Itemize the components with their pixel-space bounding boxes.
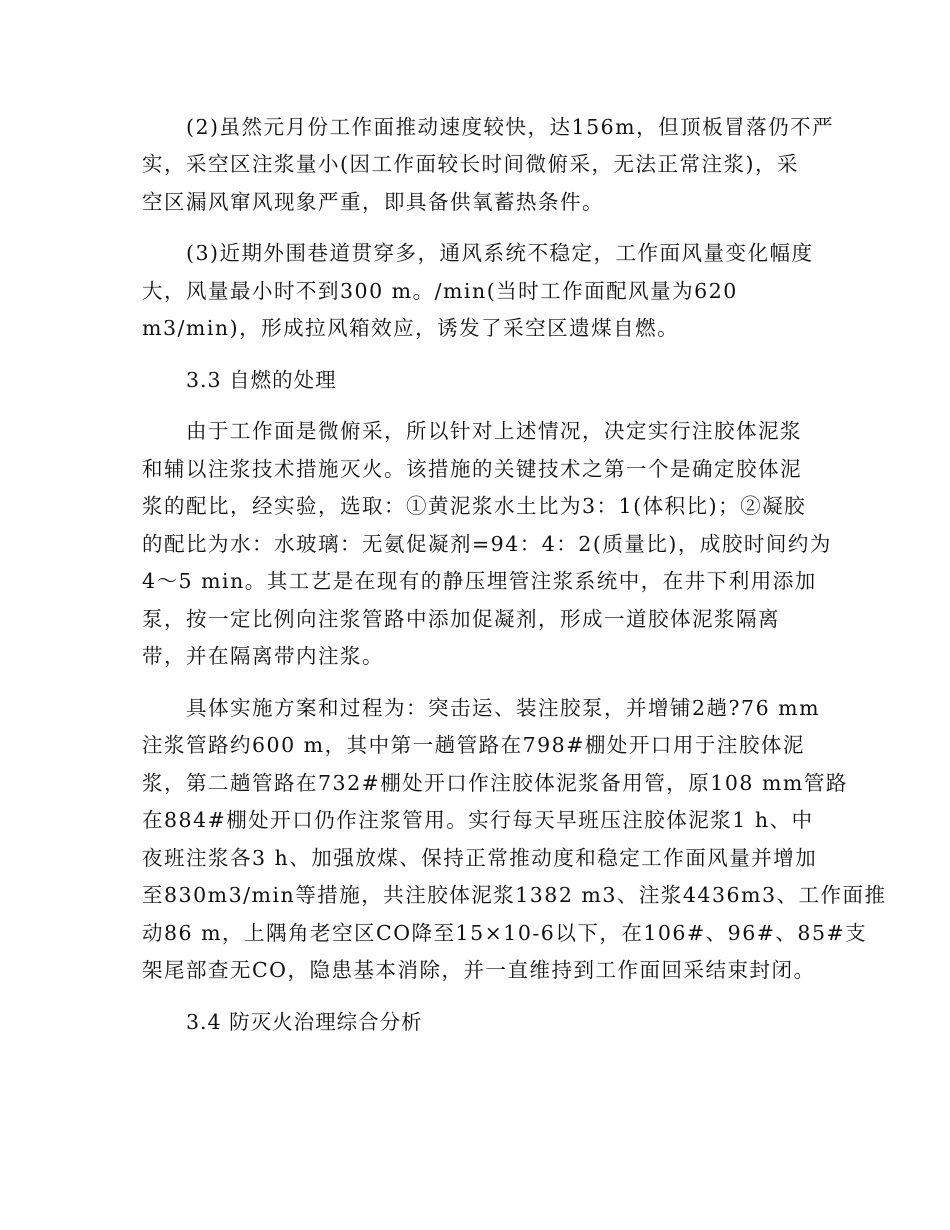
treatment-line-3: 浆的配比，经实验，选取：①黄泥浆水土比为3：1(体积比)；②凝胶 bbox=[142, 494, 807, 518]
section-heading-3-3: 3.3 自燃的处理 bbox=[186, 368, 337, 392]
implementation-line-3: 浆，第二趟管路在732#棚处开口作注胶体泥浆备用管，原108 mm管路 bbox=[142, 771, 848, 795]
implementation-line-5: 夜班注浆各3 h、加强放煤、保持正常推动度和稳定工作面风量并增加 bbox=[142, 846, 818, 870]
treatment-line-4: 的配比为水：水玻璃：无氨促凝剂=94：4：2(质量比)，成胶时间约为 bbox=[142, 532, 832, 556]
implementation-line-2: 注浆管路约600 m，其中第一趟管路在798#棚处开口用于注胶体泥 bbox=[142, 733, 805, 757]
section-heading-3-4: 3.4 防灭火治理综合分析 bbox=[186, 1010, 423, 1034]
treatment-line-1: 由于工作面是微俯采，所以针对上述情况，决定实行注胶体泥浆 bbox=[186, 419, 802, 443]
treatment-line-7: 带，并在隔离带内注浆。 bbox=[142, 644, 384, 668]
para-2-line-1: (2)虽然元月份工作面推动速度较快，达156m，但顶板冒落仍不严 bbox=[186, 115, 835, 139]
para-3-line-3: m3/min)，形成拉风箱效应，诱发了采空区遗煤自燃。 bbox=[142, 316, 680, 340]
implementation-line-7: 动86 m，上隅角老空区CO降至15×10-6以下，在106#、96#、85#支 bbox=[142, 921, 868, 945]
para-3-line-1: (3)近期外围巷道贯穿多，通风系统不稳定，工作面风量变化幅度 bbox=[186, 241, 814, 265]
implementation-line-4: 在884#棚处开口仍作注浆管用。实行每天早班压注胶体泥浆1 h、中 bbox=[142, 808, 814, 832]
implementation-line-1: 具体实施方案和过程为：突击运、装注胶泵，并增铺2趟?76 mm bbox=[186, 696, 821, 720]
treatment-line-2: 和辅以注浆技术措施灭火。该措施的关键技术之第一个是确定胶体泥 bbox=[142, 457, 802, 481]
para-2-line-3: 空区漏风窜风现象严重，即具备供氧蓄热条件。 bbox=[142, 190, 604, 214]
para-2-line-2: 实，采空区注浆量小(因工作面较长时间微俯采，无法正常注浆)，采 bbox=[142, 152, 799, 176]
implementation-line-6: 至830m3/min等措施，共注胶体泥浆1382 m3、注浆4436m3、工作面推 bbox=[142, 883, 887, 907]
treatment-line-6: 泵，按一定比例向注浆管路中添加促凝剂，形成一道胶体泥浆隔离 bbox=[142, 607, 780, 631]
treatment-line-5: 4～5 min。其工艺是在现有的静压埋管注浆系统中，在井下利用添加 bbox=[142, 569, 817, 593]
para-3-line-2: 大，风量最小时不到300 m。/min(当时工作面配风量为620 bbox=[142, 279, 738, 303]
implementation-line-8: 架尾部查无CO，隐患基本消除，并一直维持到工作面回采结束封闭。 bbox=[142, 958, 816, 982]
